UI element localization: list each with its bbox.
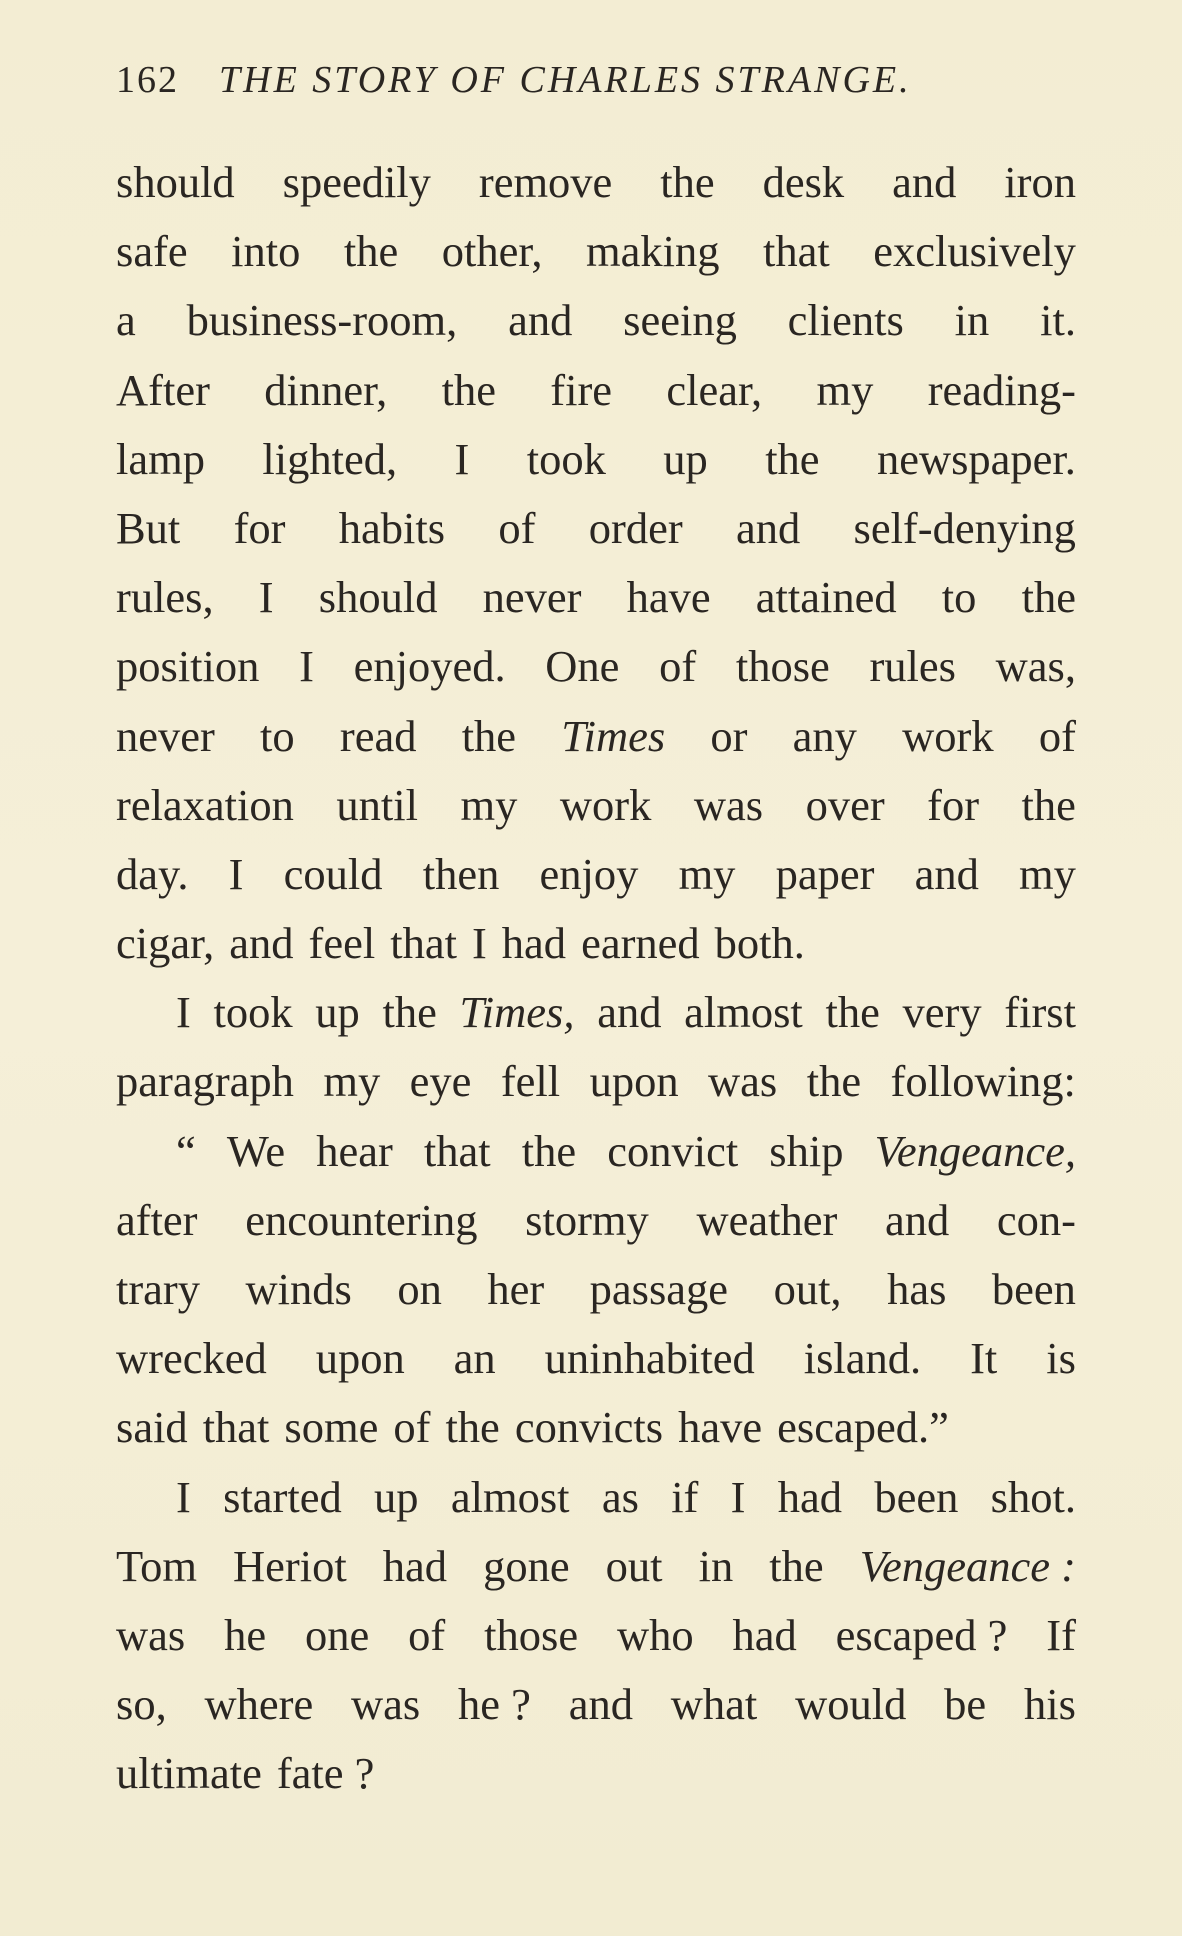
word: We xyxy=(226,1125,286,1176)
word: had xyxy=(501,918,567,969)
word: of xyxy=(659,641,697,692)
running-head xyxy=(116,58,1076,108)
word: that xyxy=(202,1402,270,1453)
word: eye xyxy=(409,1056,472,1107)
word: and xyxy=(892,157,957,207)
word: the xyxy=(382,987,437,1038)
word: relaxation xyxy=(116,779,294,830)
text-line xyxy=(116,425,1076,494)
word: remove xyxy=(478,157,613,207)
word: I xyxy=(299,641,314,692)
word: I xyxy=(176,1471,191,1522)
word: up xyxy=(374,1471,419,1522)
word: of xyxy=(393,1402,431,1453)
word: the xyxy=(825,987,880,1038)
word: I xyxy=(258,572,274,623)
word: my xyxy=(678,848,736,899)
word: But xyxy=(116,502,181,553)
word: on xyxy=(397,1264,442,1314)
word: day. xyxy=(116,848,189,899)
word: up xyxy=(315,987,360,1038)
word: my xyxy=(460,779,518,830)
word: island. xyxy=(803,1333,922,1384)
word: clear, xyxy=(666,364,763,415)
text-line xyxy=(116,840,1076,909)
word: was xyxy=(708,1056,778,1107)
word: enjoy xyxy=(539,848,639,899)
word: never xyxy=(482,572,582,623)
word: weather xyxy=(696,1194,838,1245)
word: upon xyxy=(589,1056,679,1107)
text-line xyxy=(116,1324,1076,1393)
text-line xyxy=(116,1117,1076,1186)
word: con- xyxy=(996,1194,1076,1245)
word: Heriot xyxy=(233,1540,347,1591)
word: escaped ? xyxy=(835,1609,1008,1660)
word: Vengeance : xyxy=(859,1540,1076,1591)
word: to xyxy=(941,572,977,623)
body-text xyxy=(116,148,1076,1809)
word: then xyxy=(422,848,500,899)
word: seeing xyxy=(623,295,737,346)
word: paper xyxy=(775,848,875,899)
word: convict xyxy=(607,1125,739,1176)
text-line xyxy=(116,632,1076,701)
word: of xyxy=(1038,710,1076,761)
word: those xyxy=(484,1609,579,1660)
text-line xyxy=(116,1186,1076,1255)
word: be xyxy=(944,1679,987,1730)
word: enjoyed. xyxy=(353,641,506,692)
word: reading- xyxy=(927,364,1076,415)
word: clients xyxy=(787,295,904,346)
word: passage xyxy=(589,1264,729,1314)
word: that xyxy=(763,226,830,277)
word: hear xyxy=(316,1125,393,1176)
word: a xyxy=(116,295,136,346)
word: he ? xyxy=(458,1679,531,1730)
word: so, xyxy=(116,1679,167,1730)
word: I xyxy=(730,1471,746,1522)
word: and xyxy=(568,1679,633,1730)
word: until xyxy=(336,779,419,830)
word: and xyxy=(735,502,801,553)
word: one xyxy=(305,1609,370,1660)
word: that xyxy=(423,1125,491,1176)
text-line xyxy=(116,217,1076,286)
text-line xyxy=(116,702,1076,771)
word: dinner, xyxy=(264,364,388,415)
word: to xyxy=(260,710,295,761)
word: and xyxy=(229,918,294,969)
word: it. xyxy=(1040,295,1076,346)
word: my xyxy=(816,364,874,415)
word: It xyxy=(970,1333,998,1384)
word: the xyxy=(806,1056,862,1107)
word: desk xyxy=(762,157,845,207)
word: position xyxy=(116,641,260,692)
word: said xyxy=(116,1402,188,1453)
word: the xyxy=(765,433,820,484)
word: both. xyxy=(714,918,805,969)
word: could xyxy=(283,848,383,899)
word: Tom xyxy=(116,1540,197,1591)
word: and xyxy=(508,295,573,346)
word: was xyxy=(116,1609,186,1660)
word: the xyxy=(1021,572,1076,623)
word: business-room, xyxy=(186,295,458,346)
word: of xyxy=(408,1609,446,1660)
word: into xyxy=(231,226,301,277)
running-title: THE STORY OF CHARLES STRANGE. xyxy=(219,59,912,101)
word: work xyxy=(559,779,652,830)
word: “ xyxy=(176,1125,196,1176)
text-line xyxy=(116,563,1076,632)
word: some xyxy=(284,1402,379,1453)
word: feel xyxy=(308,918,376,969)
word: If xyxy=(1046,1609,1076,1660)
word: winds xyxy=(245,1264,352,1314)
word: is xyxy=(1046,1333,1076,1384)
word: read xyxy=(339,710,417,761)
word: should xyxy=(318,572,438,623)
word: lighted, xyxy=(262,433,398,484)
text-line xyxy=(116,1463,1076,1532)
text-line xyxy=(116,1047,1076,1116)
word: never xyxy=(116,710,215,761)
word: an xyxy=(453,1333,496,1384)
word: fate ? xyxy=(276,1748,375,1799)
text-line xyxy=(116,1601,1076,1670)
word: encountering xyxy=(245,1194,478,1245)
word: the xyxy=(660,157,715,207)
word: iron xyxy=(1004,157,1076,207)
word: where xyxy=(204,1679,314,1730)
word: been xyxy=(991,1264,1076,1314)
word: my xyxy=(323,1056,381,1107)
word: for xyxy=(233,502,286,553)
word: newspaper. xyxy=(876,433,1076,484)
word: over xyxy=(805,779,885,830)
word: if xyxy=(671,1471,699,1522)
word: Times xyxy=(561,710,666,761)
word: Times, xyxy=(459,987,575,1038)
word: almost xyxy=(450,1471,570,1522)
word: the xyxy=(769,1540,824,1591)
word: stormy xyxy=(525,1194,649,1245)
text-line xyxy=(116,1393,1076,1462)
word: and xyxy=(884,1194,950,1245)
word: One xyxy=(545,641,620,692)
word: upon xyxy=(315,1333,405,1384)
word: ship xyxy=(769,1125,844,1176)
word: for xyxy=(927,779,980,830)
word: my xyxy=(1019,848,1076,899)
text-line xyxy=(116,909,1076,978)
word: ultimate xyxy=(116,1748,262,1799)
word: was, xyxy=(995,641,1076,692)
word: I xyxy=(228,848,244,899)
word: the xyxy=(343,226,399,277)
word: earned xyxy=(581,918,700,969)
text-line xyxy=(116,356,1076,425)
word: uninhabited xyxy=(544,1333,755,1384)
word: lamp xyxy=(116,433,205,484)
word: been xyxy=(874,1471,959,1522)
word: after xyxy=(116,1194,198,1245)
word: other, xyxy=(441,226,543,277)
word: took xyxy=(213,987,293,1038)
word: up xyxy=(663,433,708,484)
word: have xyxy=(678,1402,763,1453)
word: in xyxy=(698,1540,734,1591)
text-line xyxy=(116,148,1076,217)
word: exclusively xyxy=(873,226,1076,277)
word: in xyxy=(954,295,990,346)
text-line xyxy=(116,494,1076,563)
word: would xyxy=(795,1679,907,1730)
word: who xyxy=(616,1609,694,1660)
word: and xyxy=(914,848,979,899)
text-line xyxy=(116,1739,1076,1808)
word: first xyxy=(1004,987,1076,1038)
word: self-denying xyxy=(853,502,1076,553)
word: any xyxy=(792,710,857,761)
word: shot. xyxy=(990,1471,1076,1522)
text-line xyxy=(116,286,1076,355)
word: those xyxy=(735,641,830,692)
word: the xyxy=(461,710,517,761)
word: the xyxy=(1021,779,1076,830)
word: or xyxy=(710,710,748,761)
word: the xyxy=(441,364,496,415)
word: had xyxy=(777,1471,843,1522)
word: wrecked xyxy=(116,1333,267,1384)
word: as xyxy=(601,1471,639,1522)
word: of xyxy=(498,502,536,553)
text-line xyxy=(116,1532,1076,1601)
text-line xyxy=(116,1670,1076,1739)
word: fell xyxy=(500,1056,561,1107)
word: took xyxy=(526,433,606,484)
word: was xyxy=(693,779,764,830)
word: making xyxy=(586,226,720,277)
word: that xyxy=(390,918,457,969)
word: out, xyxy=(773,1264,842,1314)
word: work xyxy=(902,710,994,761)
word: and xyxy=(597,987,662,1038)
word: should xyxy=(116,157,235,207)
word: the xyxy=(521,1125,577,1176)
word: he xyxy=(224,1609,267,1660)
word: cigar, xyxy=(116,918,215,969)
word: attained xyxy=(755,572,897,623)
word: paragraph xyxy=(116,1056,294,1107)
word: trary xyxy=(116,1264,201,1314)
word: have xyxy=(626,572,711,623)
word: I xyxy=(471,918,487,969)
word: fire xyxy=(550,364,613,415)
word: speedily xyxy=(282,157,431,207)
word: safe xyxy=(116,226,188,277)
word: I xyxy=(176,987,191,1038)
word: I xyxy=(454,433,470,484)
word: almost xyxy=(684,987,803,1038)
word: was xyxy=(351,1679,421,1730)
word: convicts xyxy=(514,1402,664,1453)
page-number: 162 xyxy=(116,59,179,101)
word: what xyxy=(670,1679,758,1730)
word: After xyxy=(116,364,210,415)
word: Vengeance, xyxy=(874,1125,1076,1176)
word: escaped.” xyxy=(777,1402,949,1453)
word: order xyxy=(588,502,683,553)
word: rules, xyxy=(116,572,214,623)
text-line xyxy=(116,771,1076,840)
word: gone xyxy=(483,1540,570,1591)
word: had xyxy=(382,1540,448,1591)
word: the xyxy=(445,1402,500,1453)
text-line xyxy=(116,978,1076,1047)
word: her xyxy=(487,1264,545,1314)
text-line xyxy=(116,1255,1076,1324)
word: started xyxy=(223,1471,342,1522)
word: out xyxy=(605,1540,663,1591)
word: had xyxy=(732,1609,797,1660)
word: his xyxy=(1023,1679,1076,1730)
word: has xyxy=(887,1264,947,1314)
word: rules xyxy=(869,641,956,692)
word: very xyxy=(902,987,982,1038)
word: following: xyxy=(890,1056,1076,1107)
word: habits xyxy=(338,502,446,553)
